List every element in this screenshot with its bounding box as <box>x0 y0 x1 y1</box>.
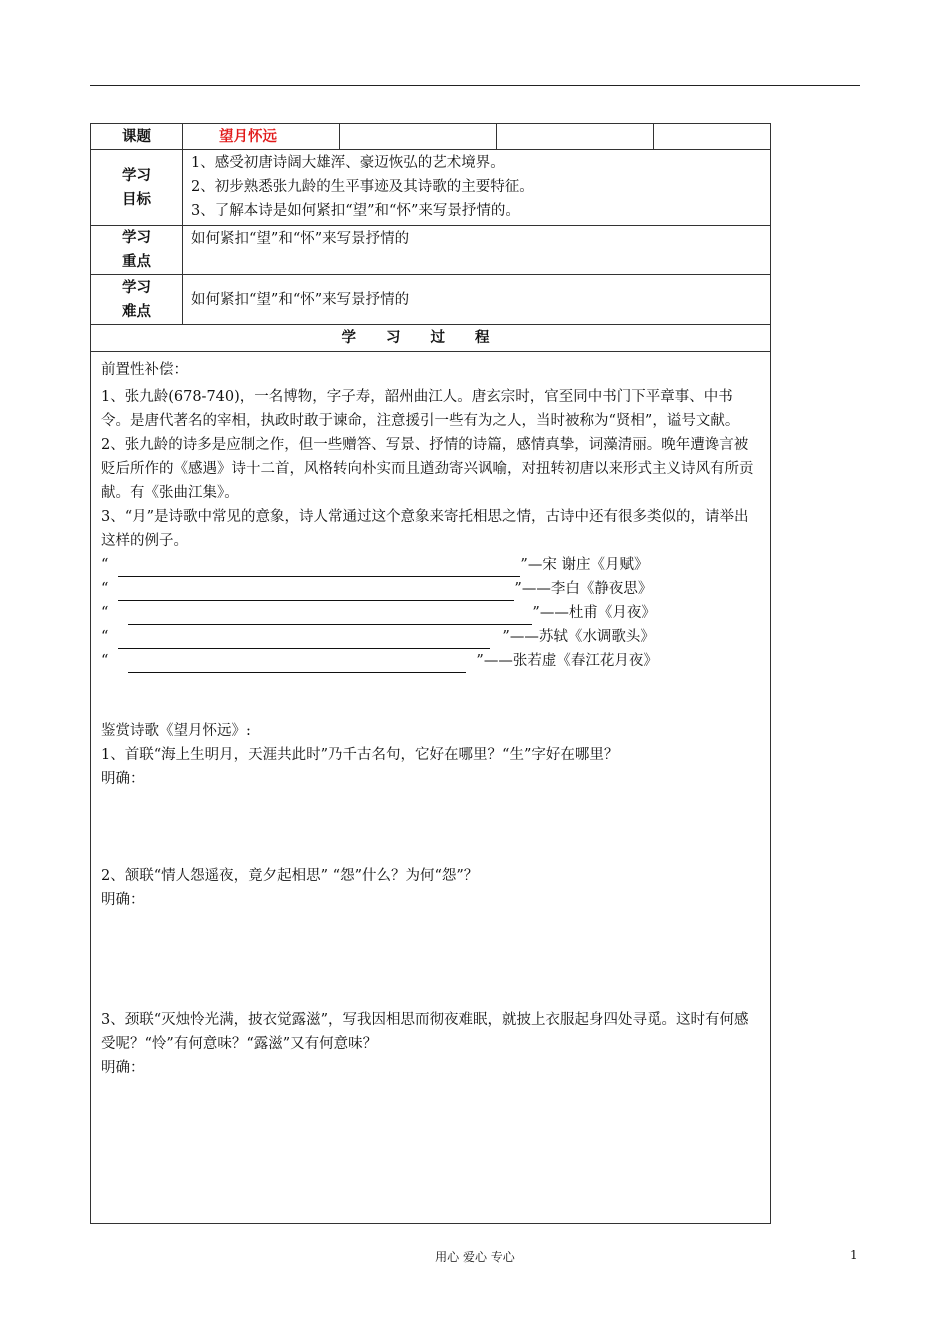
goal-item: 1、感受初唐诗阔大雄浑、豪迈恢弘的艺术境界。 <box>191 155 505 171</box>
preview-item-1: 1、张九龄(678-740)，一名博物，字子寿，韶州曲江人。唐玄宗时，官至同中书门下平章事、中书令。是唐代著名的宰相，执政时敢于谏命，注意援引一些有为之人，当时被称为“贤相”，谥号文献。 <box>101 389 740 429</box>
answer-label-2: 明确： <box>101 892 145 908</box>
answer-blank[interactable] <box>118 631 490 649</box>
open-quote: “ <box>101 581 109 597</box>
fill-blank-row <box>101 625 760 649</box>
goals-label <box>91 150 183 226</box>
fill-blank-row <box>101 577 760 601</box>
appreciate-heading: 鉴赏诗歌《望月怀远》: <box>101 723 251 739</box>
question-3: 3、颈联“灭烛怜光满，披衣觉露滋”，写我因相思而彻夜难眠，就披上衣服起身四处寻觅。这时有何感受呢？“怜”有何意味？“露滋”又有何意味？ <box>101 1012 749 1052</box>
difficulty-label-line: 学习 <box>122 279 151 296</box>
header-rule <box>90 85 860 86</box>
difficulty-label <box>91 275 183 325</box>
focus-text: 如何紧扣“望”和“怀”来写景抒情的 <box>183 226 771 275</box>
fill-blank-row <box>101 601 760 625</box>
fill-blank-row <box>101 649 760 673</box>
goals-label-line: 学习 <box>122 167 151 184</box>
page-number: 1 <box>850 1248 858 1262</box>
poem-source: ”——张若虚《春江花月夜》 <box>476 653 658 669</box>
preview-item-2: 2、张九龄的诗多是应制之作，但一些赠答、写景、抒情的诗篇，感情真挚，词藻清丽。晚年遭谗言被贬后所作的《感遇》诗十二首，风格转向朴实而且遒劲寄兴讽喻，对扭转初唐以来形式主义诗风有所贡献。有《张曲江集》。 <box>101 437 754 501</box>
focus-label-line: 学习 <box>122 230 151 246</box>
question-1: 1、首联“海上生明月，天涯共此时”乃千古名句，它好在哪里？“生”字好在哪里？ <box>101 747 619 763</box>
process-body <box>91 352 771 1224</box>
goals-label-line: 目标 <box>122 191 151 208</box>
footer-slogan: 用心 爱心 专心 <box>435 1250 515 1264</box>
goal-item: 3、了解本诗是如何紧扣“望”和“怀”来写景抒情的。 <box>191 203 520 219</box>
answer-label-3: 明确： <box>101 1060 145 1076</box>
answer-blank[interactable] <box>118 583 514 601</box>
poem-source: ”——杜甫《月夜》 <box>532 605 656 621</box>
focus-label <box>91 226 183 275</box>
question-2: 2、颔联“情人怨遥夜，竟夕起相思” “怨”什么？为何“怨”？ <box>101 868 479 884</box>
process-heading: 学习过程 <box>91 325 771 352</box>
poem-source: ”——李白《静夜思》 <box>514 581 653 597</box>
lesson-plan-table <box>90 123 771 1224</box>
preview-item-3: 3、“月”是诗歌中常见的意象，诗人常通过这个意象来寄托相思之情，古诗中还有很多类似的，请举出这样的例子。 <box>101 509 749 549</box>
answer-label-1: 明确： <box>101 771 145 787</box>
goals-cell <box>183 150 771 226</box>
answer-blank[interactable] <box>128 655 466 673</box>
focus-label-line: 重点 <box>122 254 151 270</box>
fill-blank-row <box>101 553 760 577</box>
difficulty-text: 如何紧扣“望”和“怀”来写景抒情的 <box>183 275 771 325</box>
empty-cell <box>654 124 771 150</box>
poem-source: ”——苏轼《水调歌头》 <box>502 629 655 645</box>
open-quote: “ <box>101 629 109 645</box>
topic-title: 望月怀远 <box>183 124 340 150</box>
empty-cell <box>340 124 497 150</box>
difficulty-label-line: 难点 <box>122 303 151 320</box>
topic-label: 课题 <box>91 124 183 150</box>
open-quote: “ <box>101 653 109 669</box>
poem-source: ”—宋 谢庄《月赋》 <box>520 557 649 573</box>
answer-blank[interactable] <box>128 607 532 625</box>
preview-heading: 前置性补偿： <box>101 362 188 378</box>
open-quote: “ <box>101 557 109 573</box>
goal-item: 2、初步熟悉张九龄的生平事迹及其诗歌的主要特征。 <box>191 179 534 195</box>
answer-blank[interactable] <box>118 559 520 577</box>
empty-cell <box>497 124 654 150</box>
open-quote: “ <box>101 605 109 621</box>
